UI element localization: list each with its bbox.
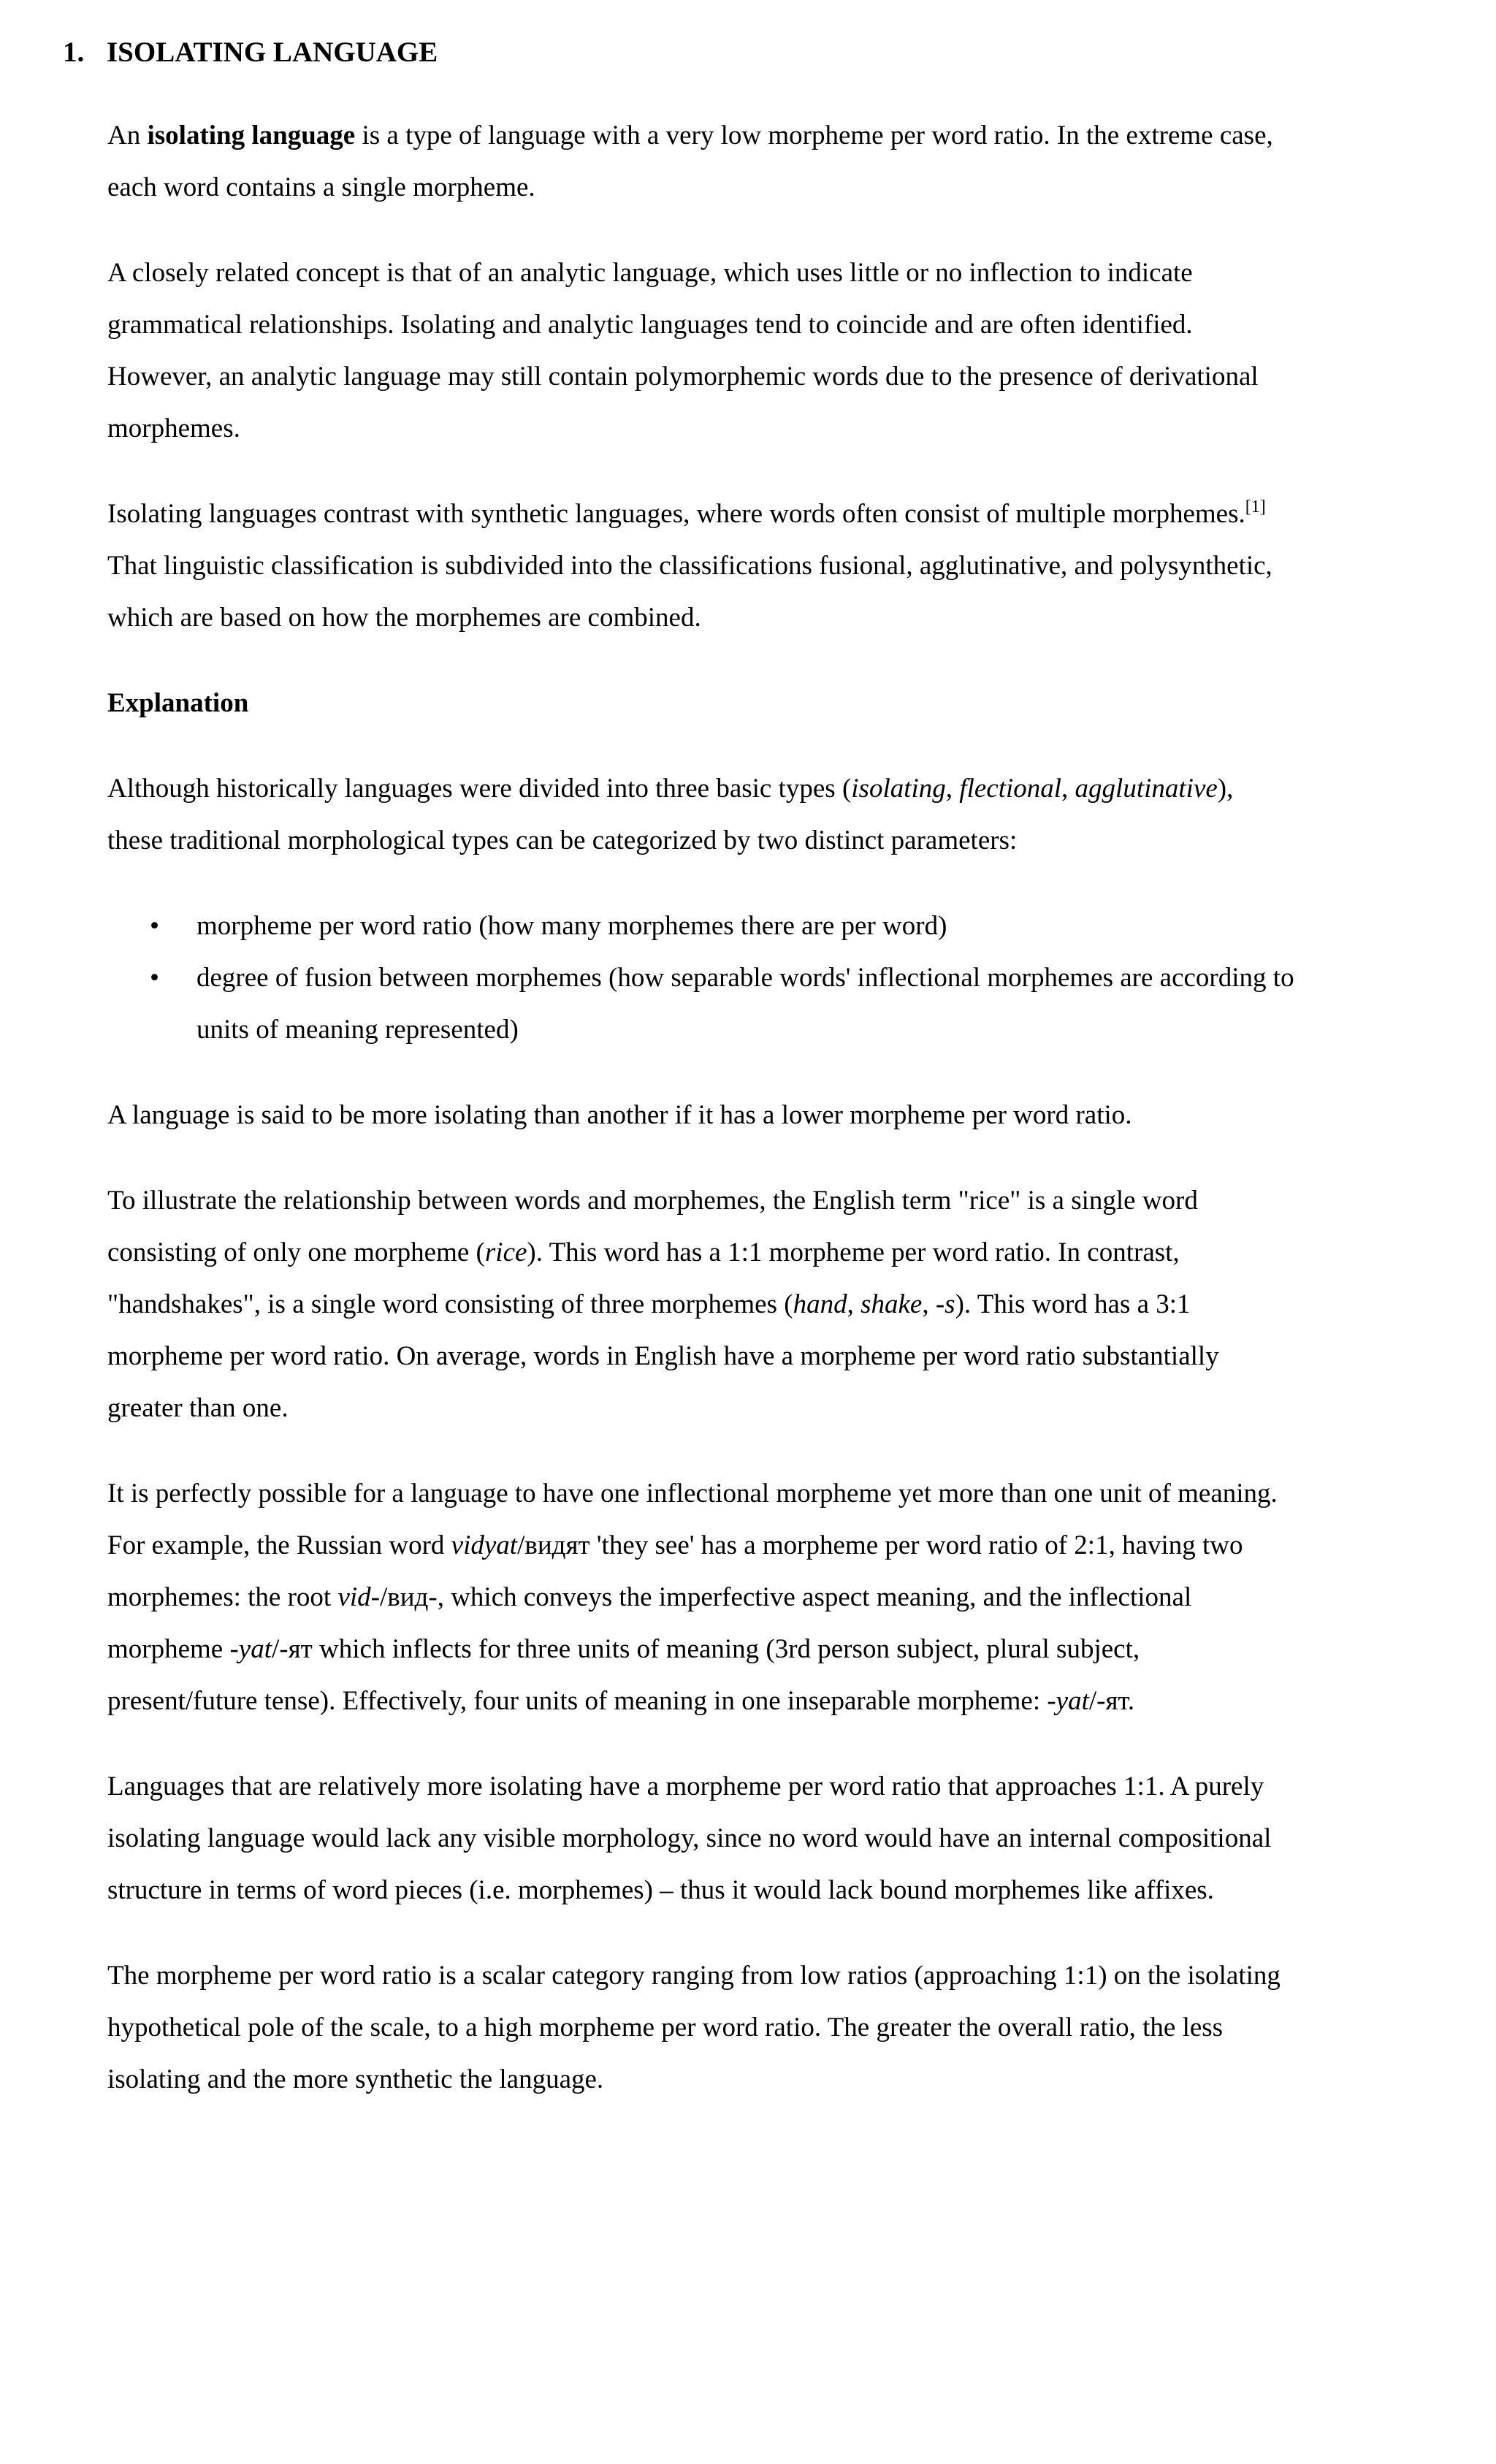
bullet-icon: • [150, 963, 159, 993]
text-line: isolating and the more synthetic the language. [107, 2064, 604, 2094]
text-line: hypothetical pole of the scale, to a high morpheme per word ratio. The greater the overall ratio, the less [107, 2013, 1224, 2042]
text-line: morphemes. [107, 413, 240, 443]
example-s: -s [935, 1289, 955, 1319]
footnote-reference[interactable]: [1] [1245, 497, 1266, 516]
explanation-paragraph-3 [107, 1175, 1422, 1434]
text-line: isolating language would lack any visible morphology, since no word would have an internal compositional [107, 1823, 1272, 1853]
text-run: , [945, 774, 960, 804]
text-line [107, 110, 1422, 161]
text-line: Languages that are relatively more isolating have a morpheme per word ratio that approaches 1:1. A purely [107, 1771, 1264, 1801]
explanation-heading: Explanation [107, 688, 249, 718]
text-run: present/future tense). Effectively, four units of meaning in one inseparable morpheme: [107, 1686, 1047, 1716]
intro-paragraph-3 [107, 488, 1422, 644]
text-line: which are based on how the morphemes are combined. [107, 603, 701, 633]
example-hand: hand [793, 1289, 847, 1319]
example-yat-2: -yat [1047, 1686, 1089, 1716]
example-vidyat: vidyat [451, 1530, 518, 1560]
text-line: degree of fusion between morphemes (how separable words' inflectional morphemes are according to [196, 963, 1294, 993]
text-line: The morpheme per word ratio is a scalar category ranging from low ratios (approaching 1:1) on the isolating [107, 1961, 1281, 1991]
text-line [107, 763, 1422, 815]
term-isolating-language: isolating language [147, 121, 356, 150]
text-line: That linguistic classification is subdivided into the classifications fusional, agglutinative, and polysynthetic, [107, 551, 1272, 581]
text-line: A closely related concept is that of an analytic language, which uses little or no inflection to indicate [107, 258, 1193, 288]
explanation-paragraph-2: A language is said to be more isolating than another if it has a lower morpheme per word ratio. [107, 1100, 1132, 1130]
text-run: Although historically languages were divided into three basic types ( [107, 774, 852, 804]
text-run: For example, the Russian word [107, 1530, 451, 1560]
text-line [107, 1623, 1422, 1675]
text-line [107, 488, 1422, 540]
example-rice: rice [484, 1237, 527, 1267]
text-run: ). This word has a 1:1 morpheme per word ratio. In contrast, [527, 1237, 1180, 1267]
document-body [107, 110, 1422, 2139]
text-line [107, 1675, 1422, 1727]
section-heading [63, 35, 438, 70]
text-run: morpheme [107, 1634, 230, 1664]
bullet-icon: • [150, 911, 159, 941]
explanation-paragraph-1 [107, 763, 1422, 866]
text-run: An [107, 121, 148, 150]
text-line: morpheme per word ratio (how many morphemes there are per word) [196, 911, 947, 941]
text-line: units of meaning represented) [196, 1015, 519, 1045]
text-line: To illustrate the relationship between words and morphemes, the English term "rice" is a single word [107, 1186, 1198, 1216]
example-shake: shake [860, 1289, 923, 1319]
example-vid: vid- [337, 1582, 380, 1612]
text-line: It is perfectly possible for a language to have one inflectional morpheme yet more than one unit of meaning. [107, 1479, 1278, 1508]
type-isolating: isolating [851, 774, 946, 804]
text-run: , [847, 1289, 861, 1319]
text-line: grammatical relationships. Isolating and analytic languages tend to coincide and are often identified. [107, 310, 1193, 340]
text-run: /-ят which inflects for three units of meaning (3rd person subject, plural subject, [272, 1634, 1140, 1664]
explanation-paragraph-6 [107, 1950, 1422, 2105]
text-line: However, an analytic language may still contain polymorphemic words due to the presence of derivational [107, 362, 1259, 392]
text-line [107, 1571, 1422, 1623]
text-run: "handshakes", is a single word consisting of three morphemes ( [107, 1289, 793, 1319]
explanation-paragraph-5 [107, 1761, 1422, 1916]
text-run: , [922, 1289, 936, 1319]
text-line: greater than one. [107, 1393, 289, 1423]
text-run: /видят 'they see' has a morpheme per word ratio of 2:1, having two [517, 1530, 1243, 1560]
list-item [107, 952, 1422, 1056]
intro-paragraph-2 [107, 247, 1422, 454]
text-line: morpheme per word ratio. On average, words in English have a morpheme per word ratio substantially [107, 1341, 1219, 1371]
text-line: structure in terms of word pieces (i.e. morphemes) – thus it would lack bound morphemes like affixes. [107, 1875, 1214, 1905]
text-line [107, 1227, 1422, 1278]
text-line: these traditional morphological types can be categorized by two distinct parameters: [107, 825, 1018, 855]
intro-paragraph-1 [107, 110, 1422, 213]
section-title: ISOLATING LANGUAGE [107, 37, 438, 68]
type-agglutinative: agglutinative [1075, 774, 1218, 804]
text-run: is a type of language with a very low morpheme per word ratio. In the extreme case, [355, 121, 1273, 150]
text-run: morphemes: the root [107, 1582, 338, 1612]
list-item [107, 900, 1422, 952]
text-run: /вид-, which conveys the imperfective aspect meaning, and the inflectional [380, 1582, 1192, 1612]
type-flectional: flectional [959, 774, 1062, 804]
text-line [107, 1519, 1422, 1571]
text-run: consisting of only one morpheme ( [107, 1237, 485, 1267]
text-line [107, 1278, 1422, 1330]
text-run: Isolating languages contrast with synthetic languages, where words often consist of multiple morphemes. [107, 499, 1245, 529]
text-run: ), [1217, 774, 1234, 804]
text-line: each word contains a single morpheme. [107, 172, 535, 202]
parameter-list [107, 900, 1422, 1056]
text-run: , [1061, 774, 1075, 804]
text-run: /-ят. [1088, 1686, 1135, 1716]
text-run: ). This word has a 3:1 [955, 1289, 1191, 1319]
explanation-paragraph-4 [107, 1468, 1422, 1727]
example-yat: -yat [229, 1634, 272, 1664]
section-number: 1. [63, 37, 85, 68]
